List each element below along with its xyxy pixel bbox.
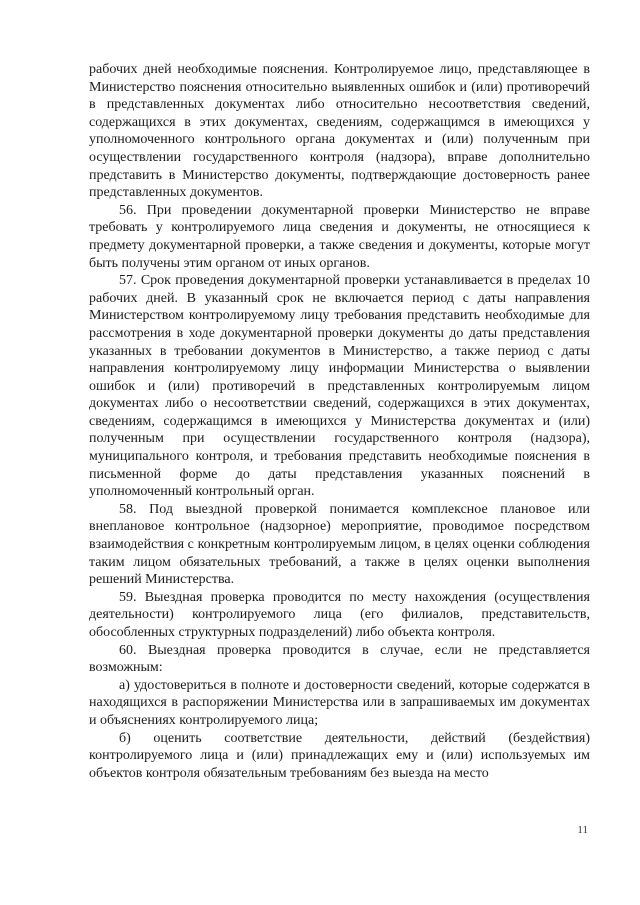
paragraph-56: 56. При проведении документарной проверки Министерство не вправе требовать у контролируемого лица сведения и документы, не относящиеся к предмету документарной проверки, а также сведения и документы, которые могут быть получены этим органом от иных органов.: [89, 202, 590, 271]
paragraph-60-a: а) удостовериться в полноте и достоверности сведений, которые содержатся в находящихся в распоряжении Министерства или в запрашиваемых им документах и объяснениях контролируемого лица;: [89, 677, 590, 728]
paragraph-60-b: б) оценить соответствие деятельности, действий (бездействия) контролируемого лица и (или) принадлежащих ему и (или) используемых им объектов контроля обязательным требованиям без выезда на место: [89, 730, 590, 781]
paragraph-60: 60. Выездная проверка проводится в случае, если не представляется возможным:: [89, 642, 590, 676]
page-number: 11: [577, 824, 588, 836]
paragraph-57: 57. Срок проведения документарной проверки устанавливается в пределах 10 рабочих дней. В указанный срок не включается период с даты направления Министерством контролируемому лицу требования представить необходимые для рассмотрения в ходе документарной проверки документы до даты представления указанных в требовании документов в Министерство, а также период с даты направления контролируемому лицу информации Министерства о выявлении ошибок и (или) противоречий в представленных контролируемым лицом документах либо о несоответствии сведений, содержащихся в этих документах, сведениям, содержащимся в имеющихся у Министерства документах и (или) полученным при осуществлении государственного контроля (надзора), муниципального контроля, и требования представить необходимые пояснения в письменной форме до даты представления указанных пояснений в уполномоченный контрольный орган.: [89, 273, 590, 500]
paragraph-59: 59. Выездная проверка проводится по месту нахождения (осуществления деятельности) контролируемого лица (его филиалов, представительств, обособленных структурных подразделений) либо объекта контроля.: [89, 589, 590, 640]
page-body: [89, 61, 590, 782]
paragraph-continuation: рабочих дней необходимые пояснения. Контролируемое лицо, представляющее в Министерство пояснения относительно выявленных ошибок и (или) противоречий в представленных документах либо относительно несоответствия сведений, содержащихся в этих документах, сведениям, содержащимся в имеющихся у уполномоченного контрольного органа документах и (или) полученным при осуществлении государственного контроля (надзора), вправе дополнительно представить в Министерство документы, подтверждающие достоверность ранее представленных документов.: [89, 62, 590, 201]
paragraph-58: 58. Под выездной проверкой понимается комплексное плановое или внеплановое контрольное (надзорное) мероприятие, проводимое посредством взаимодействия с конкретным контролируемым лицом, в целях оценки соблюдения таким лицом обязательных требований, а также в целях оценки выполнения решений Министерства.: [89, 501, 590, 588]
